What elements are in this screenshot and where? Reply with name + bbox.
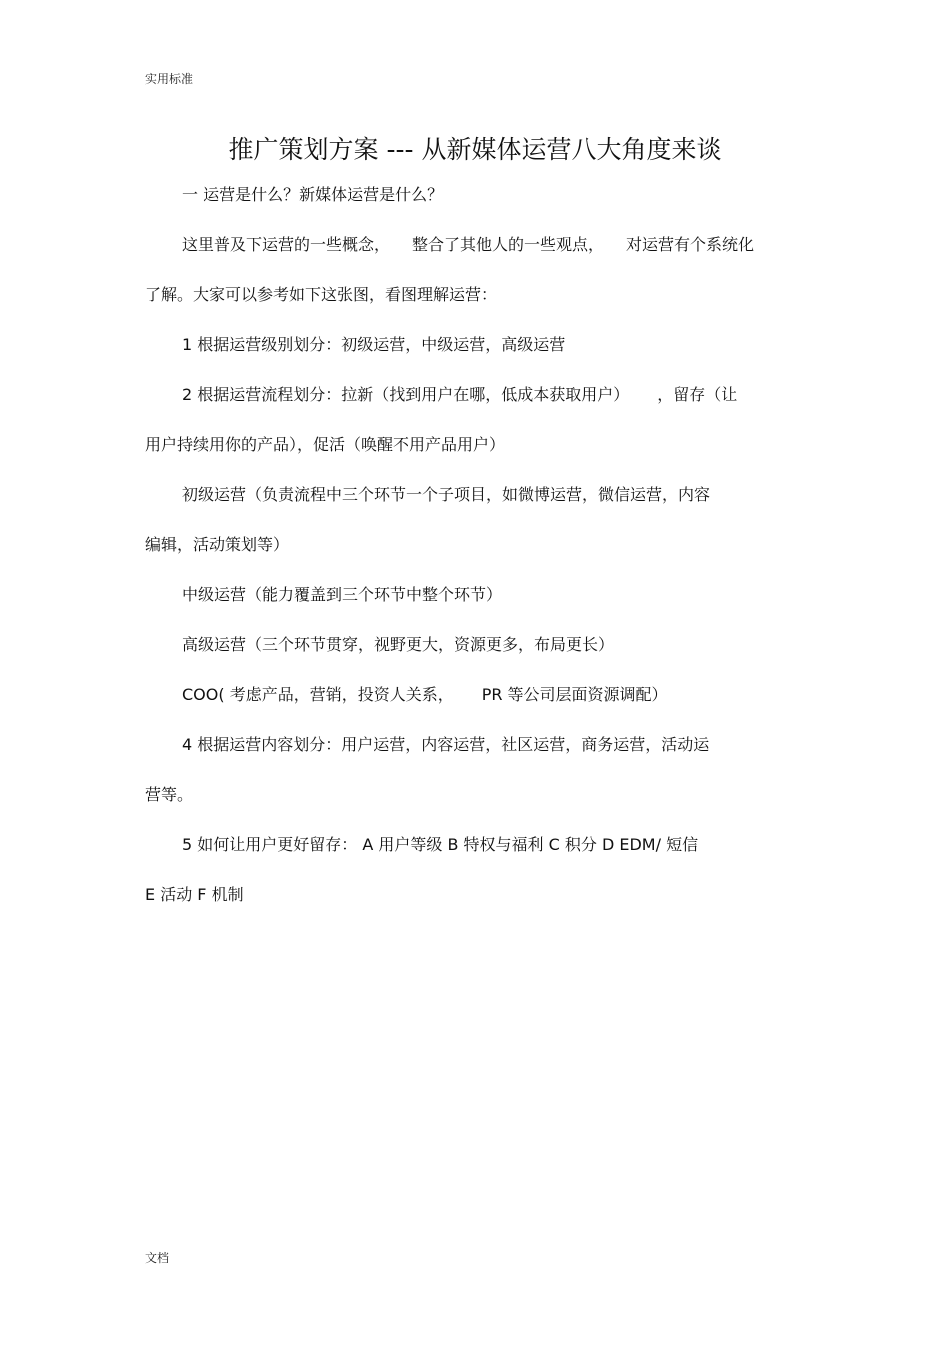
intro-paragraph-line-2: 了解。大家可以参考如下这张图，看图理解运营：: [145, 285, 498, 304]
intro-part-b: 整合了其他人的一些观点，: [412, 235, 605, 254]
list-item-5-line-1: 5 如何让用户更好留存： A 用户等级 B 特权与福利 C 积分 D EDM/ 短信: [182, 835, 699, 854]
list-item-2-line-2: 用户持续用你的产品），促活（唤醒不用产品用户）: [145, 435, 506, 454]
item2-part-b: ，留存（让: [657, 385, 738, 404]
coo-line: [182, 685, 668, 705]
coo-part-a: COO( 考虑产品，营销，投资人关系，: [182, 685, 454, 704]
list-item-4-line-2: 营等。: [145, 785, 194, 804]
middle-ops-line: 中级运营（能力覆盖到三个环节中整个环节）: [182, 585, 503, 604]
intro-part-a: 这里普及下运营的一些概念，: [182, 235, 391, 254]
coo-part-b: PR 等公司层面资源调配）: [481, 685, 668, 704]
intro-part-c: 对运营有个系统化: [626, 235, 755, 254]
senior-ops-line: 高级运营（三个环节贯穿，视野更大，资源更多，布局更长）: [182, 635, 615, 654]
section-heading-1: 一 运营是什么？新媒体运营是什么？: [182, 185, 444, 204]
list-item-4-line-1: 4 根据运营内容划分：用户运营，内容运营，社区运营，商务运营，活动运: [182, 735, 710, 754]
intro-paragraph-line-1: [182, 235, 754, 255]
junior-ops-line-2: 编辑，活动策划等）: [145, 535, 290, 554]
list-item-5-line-2: E 活动 F 机制: [145, 885, 244, 904]
page-header-label: 实用标准: [145, 72, 194, 86]
document-title: 推广策划方案 --- 从新媒体运营八大角度来谈: [228, 135, 722, 164]
item2-part-a: 2 根据运营流程划分：拉新（找到用户在哪，低成本获取用户）: [182, 385, 630, 404]
list-item-1: 1 根据运营级别划分：初级运营，中级运营，高级运营: [182, 335, 566, 354]
list-item-2-line-1: [182, 385, 737, 405]
page-footer-label: 文档: [145, 1251, 170, 1265]
junior-ops-line-1: 初级运营（负责流程中三个环节一个子项目，如微博运营，微信运营，内容: [182, 485, 711, 504]
